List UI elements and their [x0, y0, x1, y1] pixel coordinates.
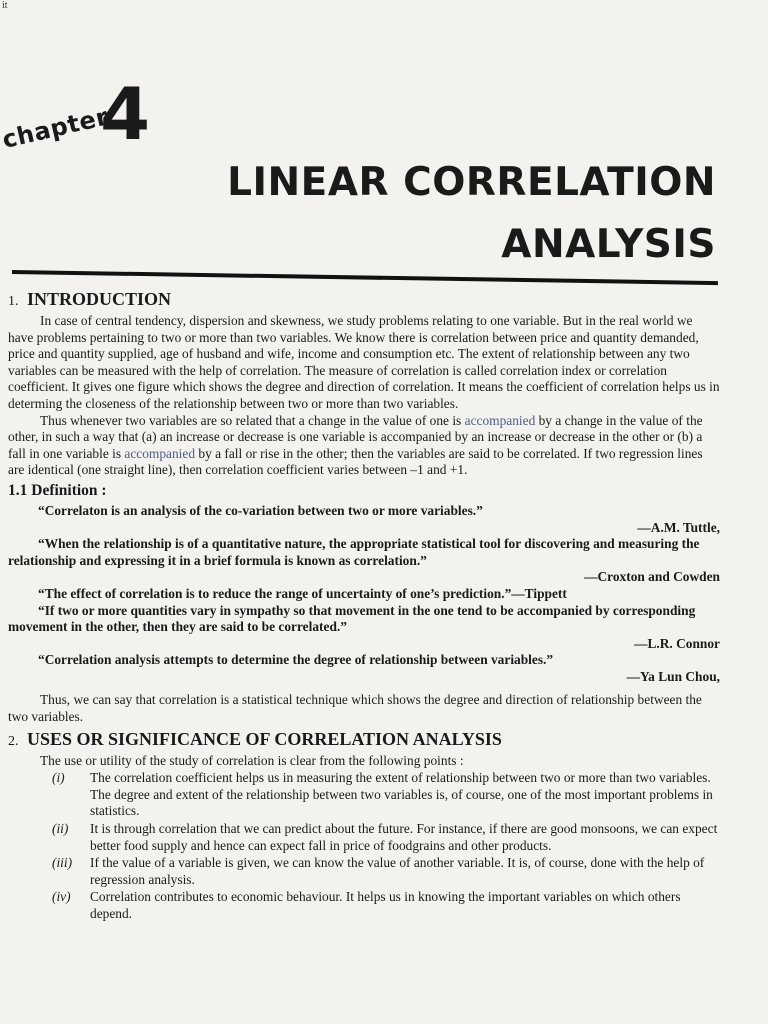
section-2-heading — [8, 728, 720, 753]
highlighted-word: accompanied — [464, 412, 536, 428]
section-2-number: 2. — [8, 733, 19, 749]
list-item-text: Correlation contributes to economic behaviour. It helps us in knowing the important variables on which others depend. — [90, 889, 681, 921]
list-item — [52, 889, 720, 922]
section-1-title: INTRODUCTION — [27, 289, 172, 309]
definition-quote-4: “If two or more quantities vary in sympathy so that movement in the one tend to be accompanied by corresponding movement in the other, then they are said to be correlated.” — [8, 602, 696, 635]
list-item — [52, 770, 720, 820]
chapter-title-line1: LINEAR CORRELATION — [227, 160, 716, 205]
corner-mark: it — [2, 0, 8, 11]
list-item — [52, 821, 720, 854]
list-item-number: (i) — [52, 770, 65, 786]
definition-author-5: —Ya Lun Chou, — [626, 668, 720, 684]
intro-paragraph-2-part-c: by a fall or rise in the other; then the variables are said to be correlated. If two regression lines are identical (one straight line), then correlation coefficient varies between –1 and +1. — [8, 445, 703, 478]
definition-conclusion: Thus, we can say that correlation is a statistical technique which shows the degree and direction of relationship between the two variables. — [8, 692, 702, 725]
intro-paragraph-2-part-a: Thus whenever two variables are so related that a change in the value of one is — [40, 412, 465, 428]
chapter-number: 4 — [100, 72, 151, 156]
intro-paragraph-1: In case of central tendency, dispersion and skewness, we study problems relating to one variable. But in the real world we have problems pertaining to two or more than two variables. We know there is correlation between price and quantity demanded, price and quantity supplied, age of husband and wife, income and consumption etc. The extent of relationship between any two variables can be measured with the help of correlation. The measure of correlation is called correlation index or correlation coefficient. It gives one figure which shows the degree and direction of correlation. It means the coefficient of correlation helps us in determing the closeness of the relationship between two or more than two variables. — [8, 313, 720, 411]
definition-quote-2: “When the relationship is of a quantitative nature, the appropriate statistical tool for discovering and measuring the relationship and expressing it in a brief formula is known as correlation.” — [8, 536, 700, 568]
section-1-number: 1. — [8, 294, 19, 309]
definition-quote-1: “Correlaton is an analysis of the co-variation between two or more variables.” — [38, 502, 483, 518]
chapter-title-line2: ANALYSIS — [501, 222, 716, 267]
definition-author-2: —Croxton and Cowden — [584, 569, 720, 585]
definition-heading: 1.1 Definition : — [8, 481, 107, 499]
highlighted-word: accompanied — [124, 445, 196, 461]
chapter-label: chapter — [0, 102, 112, 154]
section-2-title: USES OR SIGNIFICANCE OF CORRELATION ANALYSIS — [27, 728, 502, 749]
section-2-intro: The use or utility of the study of correlation is clear from the following points : — [40, 752, 464, 768]
title-divider — [12, 270, 718, 285]
list-item-text: The correlation coefficient helps us in measuring the extent of relationship between two or more than two variables. The degree and extent of the relationship between two variables is, of course, one of the most important problems in statistics. — [90, 770, 713, 819]
list-item-number: (ii) — [52, 821, 69, 837]
section-1-heading — [8, 288, 720, 313]
intro-paragraph-2 — [8, 413, 720, 479]
list-item-number: (iv) — [52, 889, 71, 905]
definition-quote-5: “Correlation analysis attempts to determine the degree of relationship between variables.” — [38, 652, 554, 668]
list-item-number: (iii) — [52, 855, 73, 871]
definition-quote-3: “The effect of correlation is to reduce the range of uncertainty of one’s prediction.”—Tippett — [38, 585, 567, 601]
list-item-text: If the value of a variable is given, we can know the value of another variable. It is, of course, done with the help of regression analysis. — [90, 855, 705, 887]
intro-paragraph-2-part-b: by a change in the value of the other, in such a way that (a) an increase or decrease is one variable is accompanied by an increase or decrease in the other or (b) a fall in one variable is — [8, 412, 703, 461]
definition-author-4: —L.R. Connor — [634, 635, 720, 651]
list-item — [52, 855, 720, 888]
list-item-text: It is through correlation that we can predict about the future. For instance, if there are good monsoons, we can expect better food supply and hence can expect fall in price of foodgrains and other products. — [90, 821, 718, 853]
uses-list — [52, 770, 720, 922]
definition-author-1: —A.M. Tuttle, — [637, 519, 720, 535]
page-body — [8, 286, 720, 924]
